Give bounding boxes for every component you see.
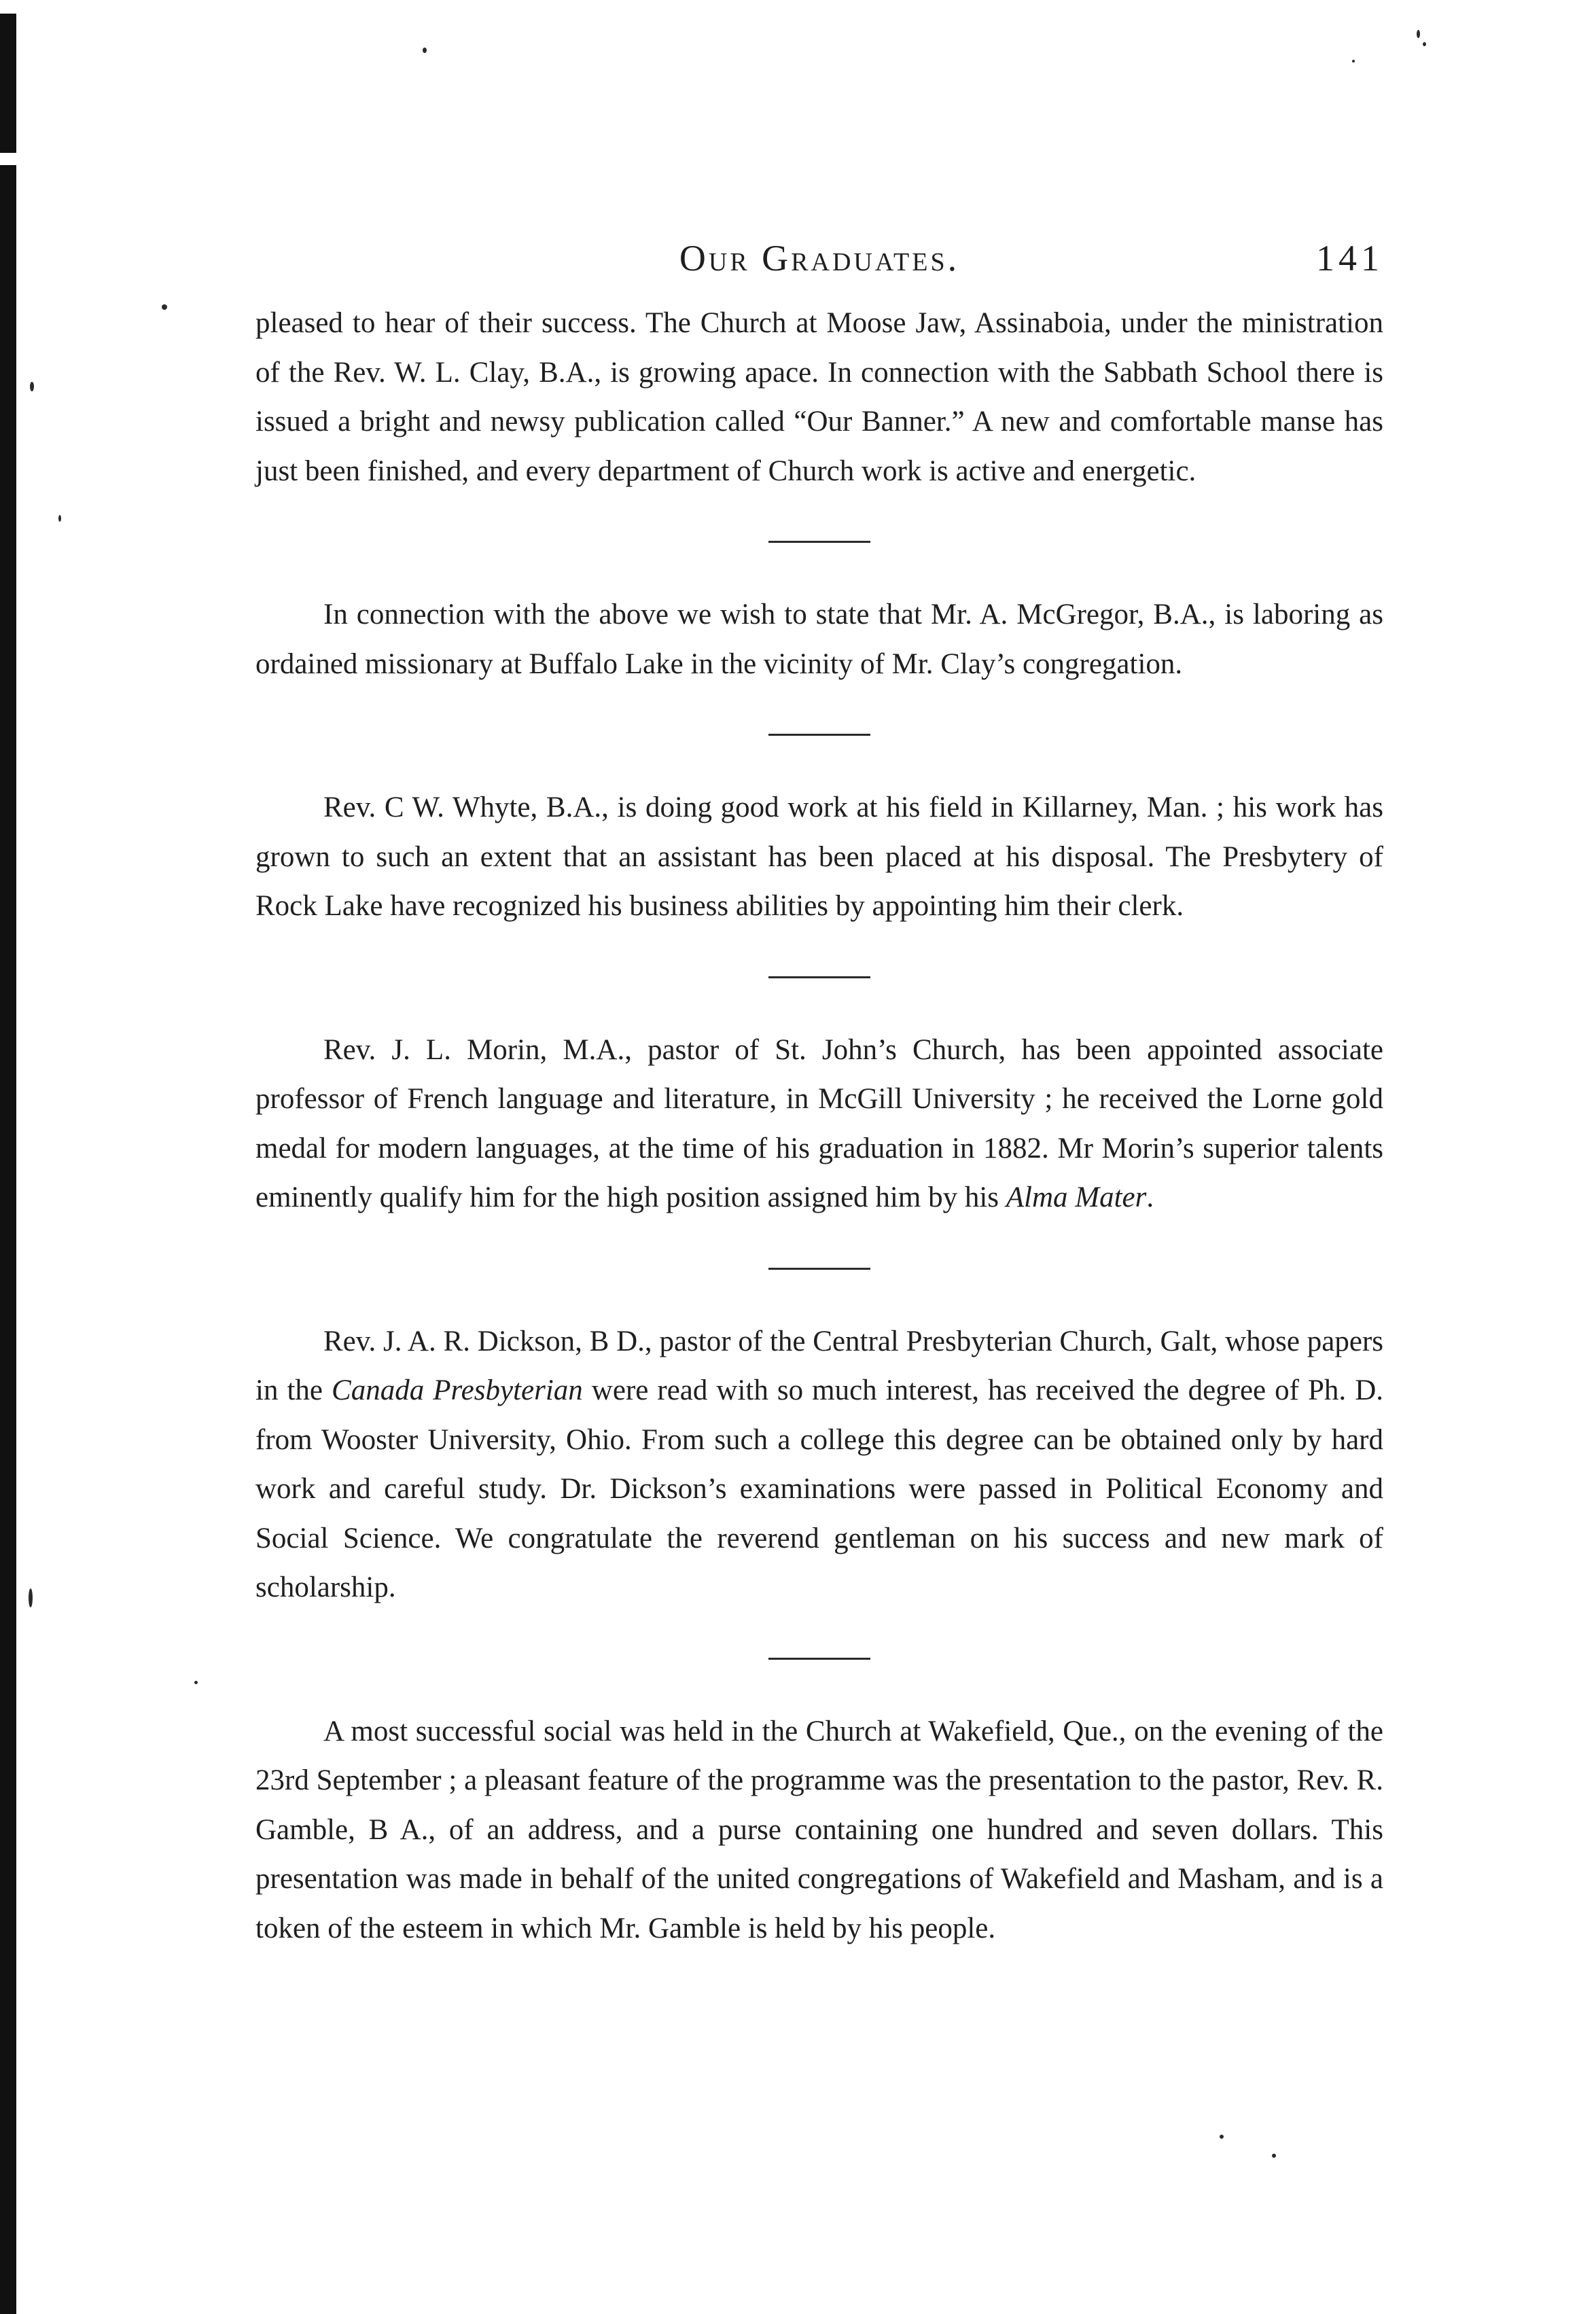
paragraph-wakefield: A most successful social was held in the Church at Wakefield, Que., on the evening of the 23rd September ; a pleasant feature of the programme was the presentation to the pastor, Rev. R. Gamble, B A., of an address, and a purse containing one hundred and seven dollars. This presentation was made in behalf of the united congregations of Wakefield and Masham, and is a token of the esteem in which Mr. Gamble is held by his people. (255, 1715, 1383, 1944)
scan-speck (58, 515, 61, 522)
section-divider (768, 734, 870, 736)
binding-gap (0, 153, 16, 165)
scan-speck (1417, 30, 1420, 38)
binding-edge (0, 14, 16, 2314)
paragraph-whyte: Rev. C W. Whyte, B.A., is doing good work at his field in Killarney, Man. ; his work has grown to such an extent that an assistant has been placed at his disposal. The Presbytery of Rock Lake have recognized his business abilities by appointing him their clerk. (255, 791, 1383, 922)
italic-title: Canada Presbyterian (332, 1374, 583, 1406)
page-header (255, 231, 1383, 285)
paragraph-morin (255, 1026, 1383, 1223)
page-number: 141 (1316, 238, 1383, 279)
article-body (255, 299, 1383, 1953)
scan-speck (30, 382, 34, 391)
scan-speck (1352, 60, 1355, 63)
section-divider (768, 541, 870, 543)
paragraph-text: . (1146, 1181, 1154, 1213)
paragraph-text: Rev. J. L. Morin, M.A., pastor of St. John’s Church, has been appointed associate professor of French language and literature, in McGill University ; he received the Lorne gold medal for modern languages, at the time of his graduation in 1882. Mr Morin’s superior talents eminently qualify him for the high position assigned him by his (255, 1033, 1383, 1213)
paragraph-text: were read with so much interest, has received the degree of Ph. D. from Wooster University, Ohio. From such a college this degree can be obtained only by hard work and careful study. Dr. Dickson’s examinations were passed in Political Economy and Social Science. We congratulate the reverend gentleman on his success and new mark of scholarship. (255, 1374, 1384, 1603)
scan-speck (1423, 42, 1426, 46)
running-title: Our Graduates. (679, 238, 960, 279)
paragraph-dickson (255, 1317, 1383, 1613)
scan-speck (1272, 2154, 1276, 2158)
section-divider (768, 1268, 870, 1270)
scan-speck (162, 304, 167, 310)
scan-speck (29, 1588, 33, 1607)
scan-speck (194, 1681, 198, 1684)
paragraph-text: Rev. J. A. R. Dickson, B D., pastor of the Central Presbyterian Church, Galt, whose papers in the (255, 1325, 1383, 1406)
scan-speck (1220, 2135, 1224, 2139)
italic-title: Alma Mater (1006, 1181, 1147, 1213)
section-divider (768, 976, 870, 978)
section-divider (768, 1658, 870, 1660)
scan-speck (423, 48, 427, 53)
paragraph-mcgregor: In connection with the above we wish to state that Mr. A. McGregor, B.A., is laboring as ordained missionary at Buffalo Lake in the vicinity of Mr. Clay’s congregation. (255, 599, 1383, 680)
paragraph-moose-jaw: pleased to hear of their success. The Church at Moose Jaw, Assinaboia, under the ministration of the Rev. W. L. Clay, B.A., is growing apace. In connection with the Sabbath School there is issued a bright and newsy publication called “Our Banner.” A new and comfortable manse has just been finished, and every department of Church work is active and energetic. (255, 307, 1383, 487)
